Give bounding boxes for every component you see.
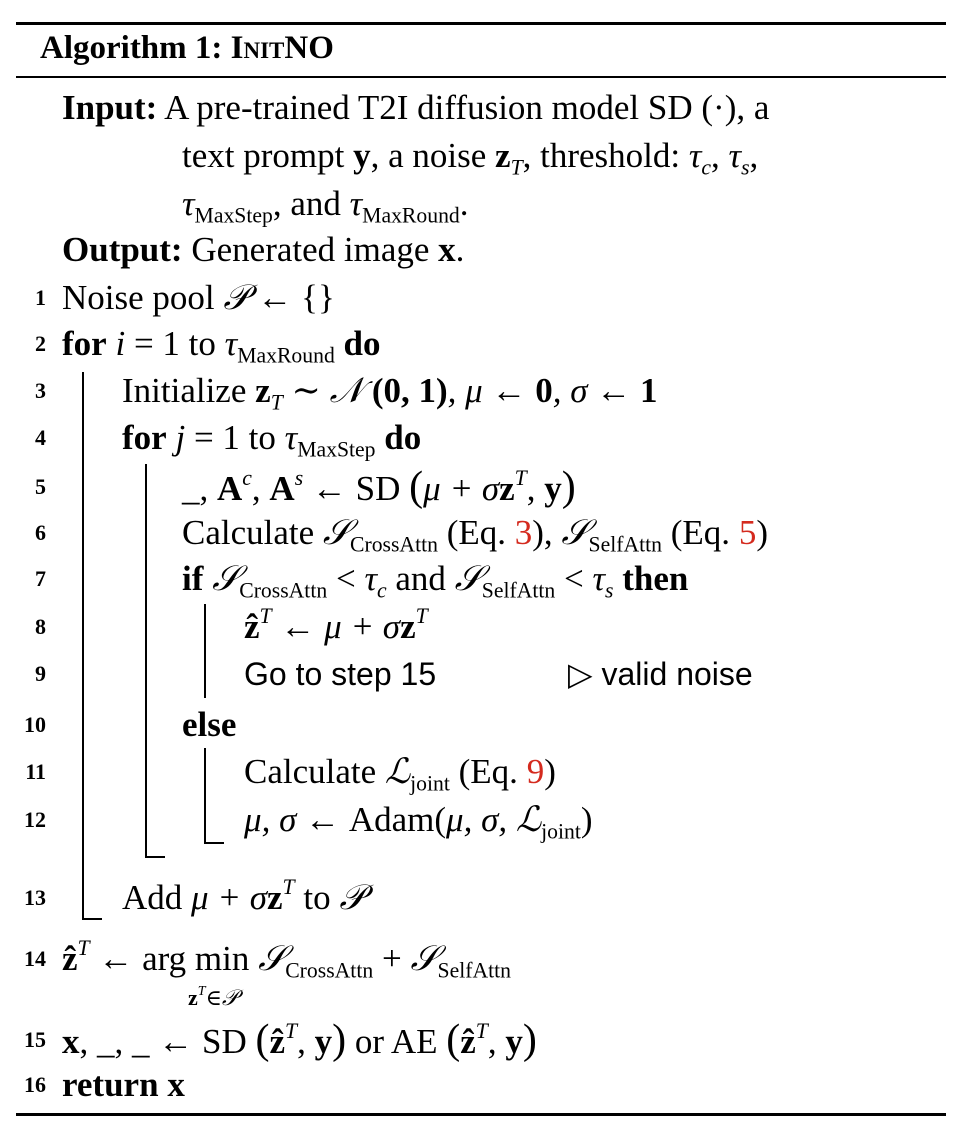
algo-line-13: Add $\mu + \sigma z^T$ to 𝒫 — [122, 874, 365, 918]
algo-line-4: for j = 1 to $\tau_{MaxStep}$ do — [122, 418, 422, 462]
caption-rule — [16, 76, 946, 78]
else-scope-end — [204, 842, 224, 844]
line-number-14: 14 — [24, 946, 46, 971]
algo-line-15: x, _, _ ← SD (ẑ$^T$, y) or AE (ẑ$^T$, y) — [62, 1017, 537, 1063]
line-number-10: 10 — [24, 712, 46, 737]
top-rule — [16, 22, 946, 25]
line-number-8: 8 — [35, 614, 46, 639]
input-label: Input: — [62, 88, 158, 127]
line-number-3: 3 — [35, 378, 46, 403]
for-i-scope-end — [82, 918, 102, 920]
output-label: Output: — [62, 230, 183, 269]
argmin-subscript: $z^T\in 𝒫$ — [188, 984, 238, 1011]
algorithm-caption: Algorithm 1: InitNO — [40, 30, 334, 66]
if-scope-bar — [204, 604, 206, 698]
algo-line-1: Noise pool 𝒫 ← {} — [62, 278, 335, 318]
algo-line-2: for i = 1 to $\tau_{MaxRound}$ do — [62, 324, 381, 368]
output-line: Output: Generated image x. — [62, 230, 465, 269]
algo-line-3: Initialize $z_T$ ∼ 𝒩 (0, 1), μ ← 0, σ ← 1 — [122, 371, 658, 415]
else-scope-bar — [204, 748, 206, 844]
line-number-4: 4 — [35, 425, 46, 450]
algorithm-name: InitNO — [230, 30, 334, 66]
line-number-6: 6 — [35, 520, 46, 545]
line-number-1: 1 — [35, 285, 46, 310]
algo-line-6: Calculate 𝒮$_{CrossAttn}$ (Eq. 3), 𝒮$_{SelfAttn}$ (Eq. 5) — [182, 513, 768, 557]
for-i-scope-bar — [82, 372, 84, 920]
algo-line-5: _, $A^c$, $A^s$ ← SD ($\mu + \sigma z^T$, y) — [182, 464, 576, 510]
algo-line-12: μ, σ ← Adam(μ, σ, ℒ$_{joint}$) — [244, 800, 593, 844]
bottom-rule — [16, 1113, 946, 1116]
algo-line-10: else — [182, 705, 237, 744]
line-number-16: 16 — [24, 1072, 46, 1097]
algo-line-14: ẑ$^T$ ← arg min 𝒮$_{CrossAttn}$ + 𝒮$_{SelfAttn}$ — [62, 935, 512, 983]
input-block-line-3: $\tau_{MaxStep}$, and $\tau_{MaxRound}$. — [182, 184, 469, 228]
for-j-scope-end — [145, 856, 165, 858]
algo-line-8: ẑ$^T$ ← $\mu + \sigma z^T$ — [244, 603, 428, 646]
line-number-5: 5 — [35, 474, 46, 499]
line-number-15: 15 — [24, 1027, 46, 1052]
line-number-2: 2 — [35, 331, 46, 356]
line-number-12: 12 — [24, 807, 46, 832]
input-block-line-2: text prompt y, a noise $z_T$, threshold: $\tau_c$, $\tau_s$, — [182, 136, 759, 180]
algo-line-9: Go to step 15 — [244, 656, 437, 692]
algo-line-7: if 𝒮$_{CrossAttn}$ < $\tau_c$ and 𝒮$_{SelfAttn}$ < $\tau_s$ then — [182, 559, 689, 603]
valid-noise-comment: ▷ valid noise — [568, 656, 753, 692]
line-number-7: 7 — [35, 566, 46, 591]
equation-ref-3[interactable]: 3 — [514, 513, 533, 552]
for-j-scope-bar — [145, 464, 147, 858]
algo-line-11: Calculate ℒ$_{joint}$ (Eq. 9) — [244, 752, 556, 796]
algo-line-16: return x — [62, 1065, 185, 1104]
line-number-13: 13 — [24, 885, 46, 910]
line-number-9: 9 — [35, 661, 46, 686]
equation-ref-5[interactable]: 5 — [738, 513, 757, 552]
input-block-line-1: Input: A pre-trained T2I diffusion model SD (·), a — [62, 88, 770, 127]
equation-ref-9[interactable]: 9 — [526, 752, 545, 791]
line-number-11: 11 — [25, 759, 46, 784]
